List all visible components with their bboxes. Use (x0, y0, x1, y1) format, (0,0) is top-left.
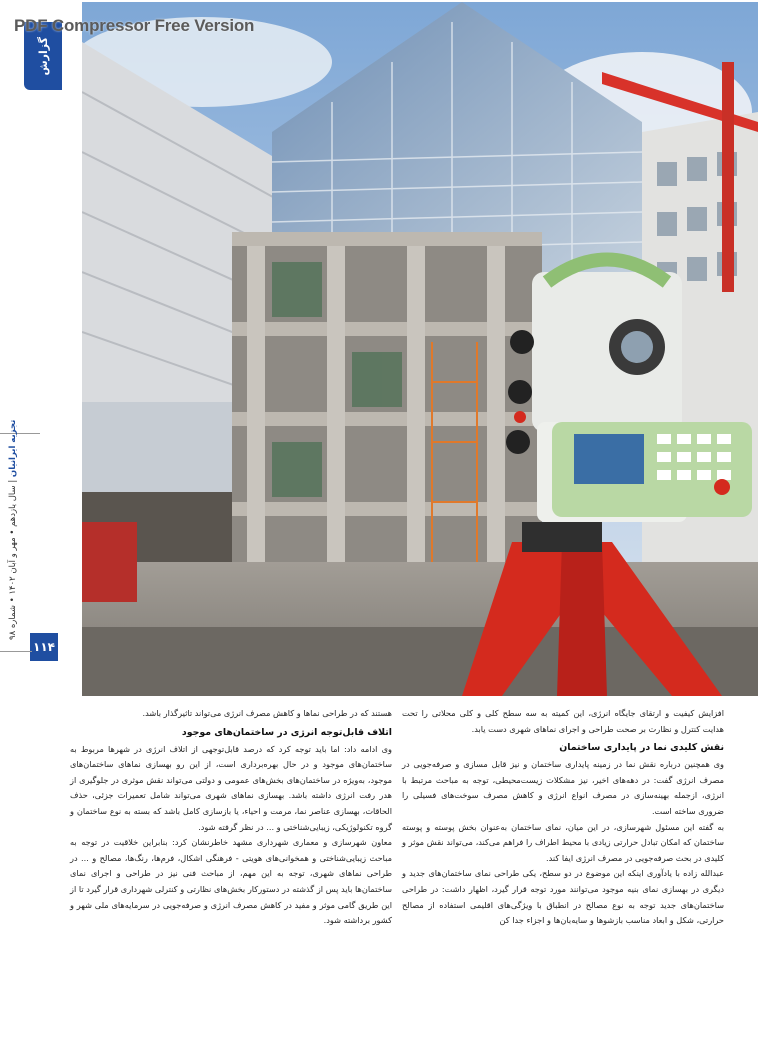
right-paragraph-2: به گفته این مسئول شهرسازی، در این میان، نمای ساختمان به‌عنوان بخش پوسته و پوسته ساختمان که امکان تبادل حرارتی زیادی با محیط اطراف را فراهم می‌کند، می‌تواند نقش موثر و کلیدی در بحث صرفه‌جویی در مصرف انرژی ایفا کند. (402, 821, 724, 863)
side-divider-bottom (0, 651, 32, 652)
left-paragraph-2: معاون شهرسازی و معماری شهرداری مشهد خاطرنشان کرد: بنابراین خلاقیت در توجه به مباحث زیبایی‌شناختی و همخوانی‌های هویتی - فرهنگی اشکال، فرم‌ها، رنگ‌ها، مصالح و ... در طراحی نماهای شهری، توجه به این مهم، از مباحث فنی نیز در طراحی و اجرای نمای ساختمان‌ها باید پس از گذشته در دستورکار بخش‌های نظارتی و کنترلی شهرداری قرار گیرد تا از این طریق گامی موثر و مفید در کاهش مصرف انرژی و صرفه‌جویی در سرمایه‌های ملی شهر و کشور برداشته شود. (70, 837, 392, 926)
article-column-left (70, 706, 392, 929)
article-column-right (402, 706, 724, 929)
watermark-text: PDF Compressor Free Version (14, 16, 255, 35)
issue-info: سال یازدهم • مهر و آبان ۱۴۰۲ • شماره ۹۸ (8, 485, 18, 640)
left-intro-paragraph: هستند که در طراحی نماها و کاهش مصرف انرژی می‌تواند تاثیرگذار باشد. (142, 708, 392, 718)
right-paragraph-3: عبدالله زاده با یادآوری اینکه این موضوع در دو سطح، یکی طراحی نمای ساختمان‌های جدید و دیگری در بهسازی نمای بنیه موجود می‌توانند مورد توجه قرار گیرد، اظهار داشت: در طراحی ساختمان‌های جدید توجه به نوع مصالح در انطباق با ویژگی‌های اقلیمی استفاده از مصالح حرارتی، شکل و ابعاد مناسب بازشوها و سایه‌بان‌ها و اجزاء جدا کن (402, 868, 724, 926)
page-number: ۱۱۴ (30, 633, 58, 661)
construction-site-illustration (82, 2, 758, 696)
section-tab-label: گزارش (36, 36, 50, 76)
magazine-name: تجزیه ایرانیان (8, 419, 18, 478)
heading-facade-role: نقش کلیدی نما در پایداری ساختمان (559, 742, 724, 754)
hero-photo (82, 2, 758, 696)
heading-energy-loss: اتلاف قابل‌توجه انرژی در ساختمان‌های موجود (181, 726, 392, 738)
left-paragraph-1: وی ادامه داد: اما باید توجه کرد که درصد قابل‌توجهی از اتلاف انرژی در شهرها مربوط به ساختمان‌های موجود و در حال بهره‌برداری است، از این رو بهسازی نماهای ساختمان‌های موجود، به‌ویژه در ساختمان‌های بخش‌های عمومی و دولتی می‌تواند نقش موثری در جلوگیری از هدر رفت انرژی داشته باشد. بهسازی نماهای شهری می‌تواند شامل تعمیرات جزئی، حذف الحاقات، بهسازی عناصر نما، مرمت و احیاء، یا بازسازی کامل باشد که بسته به نوع ساختمان و گروه تکنولوژیکی، زیبایی‌شناختی و ... در نظر گرفته شود. (70, 743, 392, 832)
issue-meta: تجزیه ایرانیان | سال یازدهم • مهر و آبان ۱۴۰۲ • شماره ۹۸ (8, 419, 18, 640)
right-intro-paragraph: افزایش کیفیت و ارتقای جایگاه انرژی، این کمیته به سه سطح کلی و کلی محلاتی را تحت هدایت کنترل و نظارت بر صحت طراحی و اجرای نماهای شهری دست یابد. (402, 708, 724, 734)
side-divider-top (0, 433, 40, 434)
right-paragraph-1: وی همچنین درباره نقش نما در زمینه پایداری ساختمان و نیز قابل مسازی و صرفه‌جویی در مصرف انرژی گفت: در دهه‌های اخیر، نیز مشکلات زیست‌محیطی، توجه به مباحث مرتبط با انرژی، ازجمله بهینه‌سازی در مصرف انواع انرژی و کاهش مصرف سوخت‌های فسیلی را ضروری ساخته است. (402, 759, 724, 816)
